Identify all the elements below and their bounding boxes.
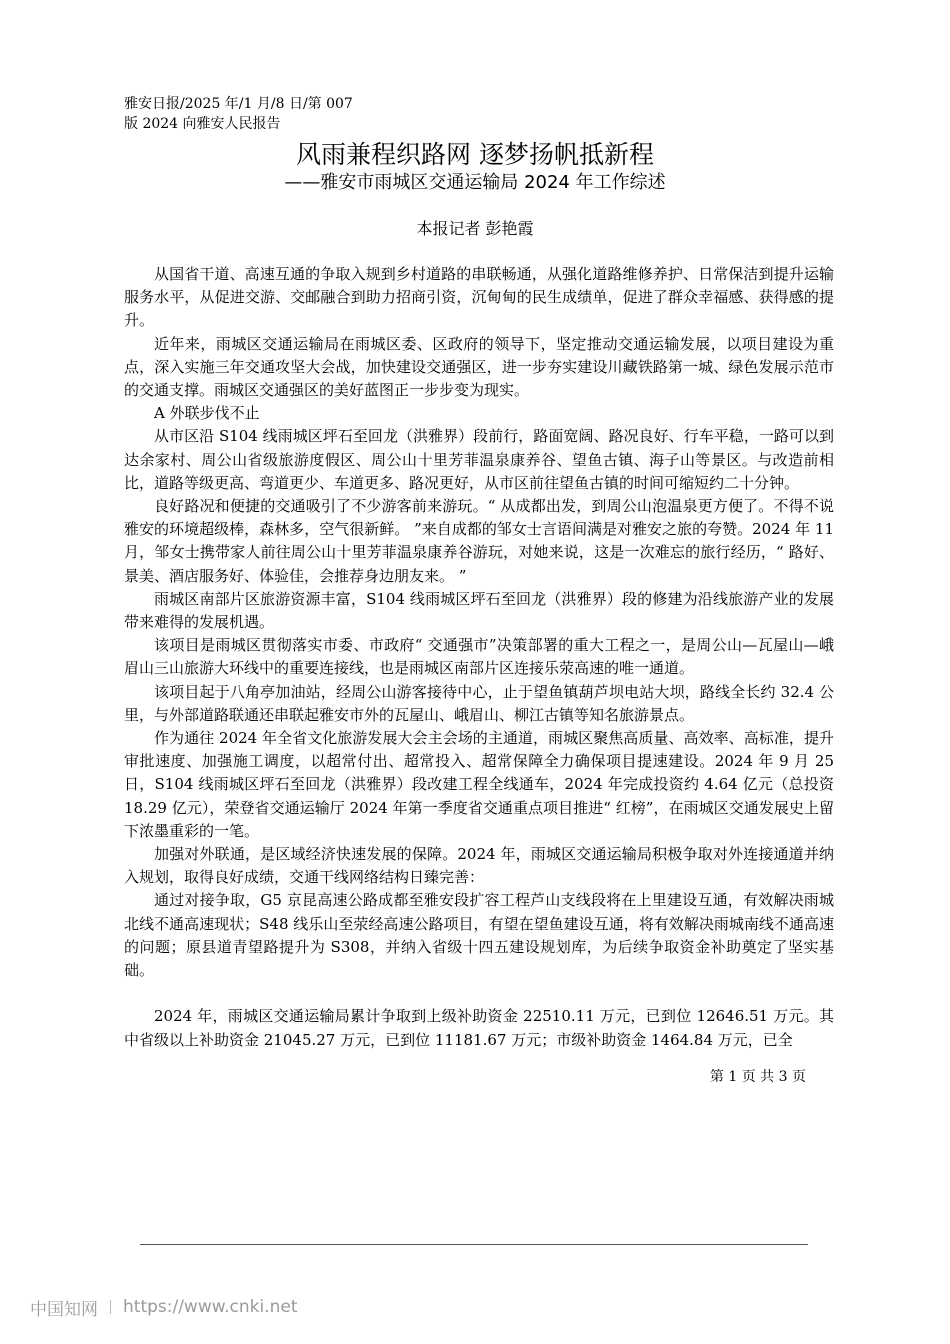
publication-meta-line-1: 雅安日报/2025 年/1 月/8 日/第 007 (124, 96, 353, 112)
paragraph: 该项目起于八角亭加油站，经周公山游客接待中心，止于望鱼镇葫芦坝电站大坝，路线全长约 32.4 公里，与外部道路联通还串联起雅安市外的瓦屋山、峨眉山、柳江古镇等知名旅游景点。 (124, 682, 834, 724)
watermark-url: https://www.cnki.net (123, 1297, 298, 1317)
paragraph: 从市区沿 S104 线雨城区坪石至回龙（洪雅界）段前行，路面宽阔、路况良好、行车平稳，一路可以到达余家村、周公山省级旅游度假区、周公山十里芳菲温泉康养谷、望鱼古镇、海子山等景区。与改造前相比，道路等级更高、弯道更少、车道更多、路况更好，从市区前往望鱼古镇的时间可缩短约二十分钟。 (124, 427, 834, 492)
paragraph: 作为通往 2024 年全省文化旅游发展大会主会场的主通道，雨城区聚焦高质量、高效率、高标准，提升审批速度、加强施工调度，以超常付出、超常投入、超常保障全力确保项目提速建设。2024 年 9 月 25 日，S104 线雨城区坪石至回龙（洪雅界）段改建工程全线通车，2024 年完成投资约 4.64 亿元（总投资 18.29 亿元），荣登省交通运输厅 2024 年第一季度省交通重点项目推进“ 红榜”，在雨城区交通发展史上留下浓墨重彩的一笔。 (124, 729, 834, 840)
page-number: 第 1 页 共 3 页 (709, 1069, 806, 1085)
article-title: 风雨兼程织路网 逐梦扬帆抵新程 (296, 140, 654, 169)
paragraph: 该项目是雨城区贯彻落实市委、市政府“ 交通强市”决策部署的重大工程之一，是周公山—瓦屋山—峨眉山三山旅游大环线中的重要连接线，也是雨城区南部片区连接乐荥高速的唯一通道。 (124, 636, 834, 678)
article-body (124, 263, 834, 1052)
section-heading: A 外联步伐不止 (154, 404, 260, 423)
paragraph: 2024 年，雨城区交通运输局累计争取到上级补助资金 22510.11 万元，已到位 12646.51 万元。其中省级以上补助资金 21045.27 万元，已到位 11181.67 万元；市级补助资金 1464.84 万元，已全 (124, 1007, 834, 1049)
paragraph: 近年来，雨城区交通运输局在雨城区委、区政府的领导下，坚定推动交通运输发展，以项目建设为重点，深入实施三年交通攻坚大会战，加快建设交通强区，进一步夯实建设川藏铁路第一城、绿色发展示范市的交通支撑。雨城区交通强区的美好蓝图正一步步变为现实。 (124, 334, 834, 400)
cnki-watermark (30, 1292, 297, 1322)
article-subtitle: ——雅安市雨城区交通运输局 2024 年工作综述 (284, 172, 666, 193)
paragraph: 良好路况和便捷的交通吸引了不少游客前来游玩。“ 从成都出发，到周公山泡温泉更方便了。不得不说雅安的环境超级棒，森林多，空气很新鲜。 ”来自成都的邹女士言语间满是对雅安之旅的夸赞。2024 年 11 月，邹女士携带家人前往周公山十里芳菲温泉康养谷游玩，对她来说，这是一次难忘的旅行经历，“ 路好、景美、酒店服务好、体验佳，会推荐身边朋友来。 ” (124, 497, 834, 585)
publication-info (124, 94, 424, 134)
footer-divider (140, 1244, 808, 1245)
publication-meta-line-2: 版 2024 向雅安人民报告 (124, 116, 281, 132)
watermark-separator (110, 1300, 111, 1314)
article-byline: 本报记者 彭艳霞 (416, 219, 534, 238)
paragraph: 加强对外联通，是区域经济快速发展的保障。2024 年，雨城区交通运输局积极争取对外连接通道并纳入规划，取得良好成绩，交通干线网络结构日臻完善： (124, 845, 834, 887)
paragraph: 通过对接争取，G5 京昆高速公路成都至雅安段扩容工程芦山支线段将在上里建设互通，有效解决雨城北线不通高速现状；S48 线乐山至荥经高速公路项目，有望在望鱼建设互通，将有效解决雨城南线不通高速的问题；原县道青望路提升为 S308，并纳入省级十四五建设规划库，为后续争取资金补助奠定了坚实基础。 (124, 891, 834, 980)
paragraph: 雨城区南部片区旅游资源丰富，S104 线雨城区坪石至回龙（洪雅界）段的修建为沿线旅游产业的发展带来难得的发展机遇。 (124, 589, 834, 632)
paragraph: 从国省干道、高速互通的争取入规到乡村道路的串联畅通，从强化道路维修养护、日常保洁到提升运输服务水平，从促进交游、交邮融合到助力招商引资，沉甸甸的民生成绩单，促进了群众幸福感、获得感的提升。 (124, 265, 834, 330)
watermark-brand: 中国知网 (30, 1299, 98, 1320)
